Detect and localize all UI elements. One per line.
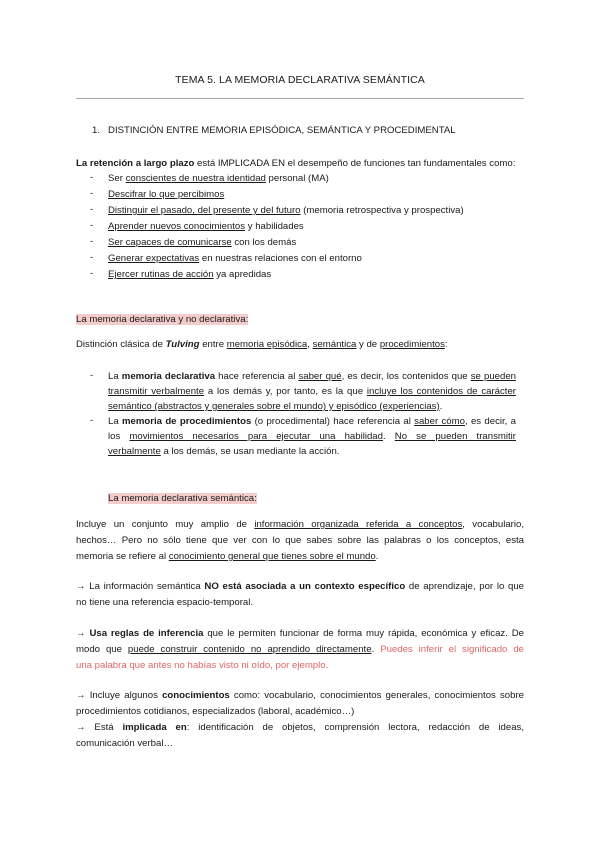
list-item: - Ejercer rutinas de acción ya apredidas <box>90 268 272 280</box>
section-heading-text: DISTINCIÓN ENTRE MEMORIA EPISÓDICA, SEMÁNTICA Y PROCEDIMENTAL <box>108 125 456 136</box>
page-title: TEMA 5. LA MEMORIA DECLARATIVA SEMÁNTICA <box>175 74 425 86</box>
list-item: - Distinguir el pasado, del presente y del futuro (memoria retrospectiva y prospectiva) <box>90 204 464 216</box>
list-item: - Descifrar lo que percibimos <box>90 188 225 200</box>
title-divider <box>76 98 524 99</box>
section-number: 1. <box>92 125 101 136</box>
section-1-heading <box>92 124 456 137</box>
arrow-icon: → <box>76 722 86 733</box>
section-2-heading: La memoria declarativa y no declarativa: <box>76 314 249 325</box>
list-item: - Ser capaces de comunicarse con los demás <box>90 236 297 248</box>
list-item: - Ser conscientes de nuestra identidad personal (MA) <box>90 172 329 184</box>
section-3-heading: La memoria declarativa semántica: <box>108 493 257 504</box>
list-item: - Generar expectativas en nuestras relaciones con el entorno <box>90 252 362 264</box>
arrow-icon: → <box>76 628 86 639</box>
retention-intro: La retención a largo plazo está IMPLICADA EN el desempeño de funciones tan fundamentales como: <box>76 158 516 169</box>
arrow-icon: → <box>76 690 86 701</box>
list-item: - Aprender nuevos conocimientos y habilidades <box>90 220 304 232</box>
arrow-icon: → <box>76 581 86 592</box>
tulving-intro: Distinción clásica de Tulving entre memoria episódica, semántica y de procedimientos: <box>76 339 448 350</box>
